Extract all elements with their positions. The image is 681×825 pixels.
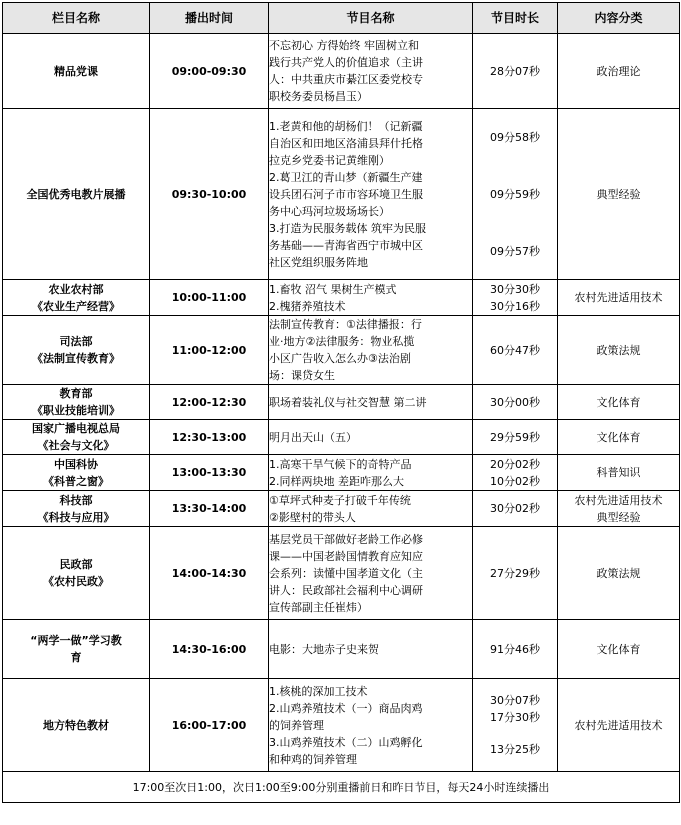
category-line: 文化体育 xyxy=(596,642,641,656)
category-line: 农村先进适用技术 xyxy=(574,291,663,304)
duration-line: 09分58秒 xyxy=(490,130,540,144)
duration-cell xyxy=(473,34,558,109)
program-line: 自治区和田地区洛浦县拜什托格 xyxy=(269,136,423,150)
program-name-cell xyxy=(269,491,473,527)
category-cell xyxy=(558,620,680,679)
column-line: 科技部 xyxy=(59,493,93,507)
column-line: 《农村民政》 xyxy=(43,575,109,588)
category-line: 文化体育 xyxy=(596,395,641,409)
program-line: 明月出天山（五） xyxy=(269,430,357,444)
column-line: 《科技与应用》 xyxy=(37,510,115,524)
program-line: 宣传部副主任崔炜） xyxy=(269,600,368,614)
program-line: 3.山鸡养殖技术（二）山鸡孵化 xyxy=(269,735,423,749)
duration-line: 30分30秒 xyxy=(490,282,540,296)
program-name-cell xyxy=(269,34,473,109)
air-time-cell: 09:30-10:00 xyxy=(150,109,269,280)
program-line: 2.同样两块地 差距咋那么大 xyxy=(269,474,404,488)
category-cell xyxy=(558,280,680,316)
program-name-cell xyxy=(269,527,473,620)
column-name-cell xyxy=(3,316,150,385)
program-name-cell xyxy=(269,280,473,316)
table-row xyxy=(3,491,680,527)
program-line: 人：中共重庆市綦江区委党校专 xyxy=(269,73,423,86)
column-line: 农业农村部 xyxy=(48,282,104,296)
program-line: 和种鸡的饲养管理 xyxy=(269,752,357,766)
column-name-cell xyxy=(3,109,150,280)
duration-cell xyxy=(473,491,558,527)
program-line: 讲人：民政部社会福利中心调研 xyxy=(269,583,423,597)
table-row xyxy=(3,679,680,772)
air-time-cell: 16:00-17:00 xyxy=(150,679,269,772)
table-row xyxy=(3,455,680,491)
program-line: 社区党组织服务阵地 xyxy=(269,255,368,269)
program-line: 2.葛卫江的青山梦（新疆生产建 xyxy=(269,170,423,184)
duration-line: 91分46秒 xyxy=(490,642,540,656)
table-row xyxy=(3,420,680,455)
air-time-cell: 13:30-14:00 xyxy=(150,491,269,527)
air-time-cell: 14:00-14:30 xyxy=(150,527,269,620)
program-line: 小区广告收入怎么办③法治剧 xyxy=(269,352,411,365)
program-line: 1.老黄和他的胡杨们！（记新疆 xyxy=(269,119,423,133)
table-row xyxy=(3,385,680,420)
program-name-cell xyxy=(269,385,473,420)
program-line: 1.核桃的深加工技术 xyxy=(269,684,368,698)
program-line: 会系列：读懂中国孝道文化（主 xyxy=(269,566,423,580)
column-name-cell xyxy=(3,455,150,491)
category-line: 政治理论 xyxy=(596,64,641,78)
column-name-cell xyxy=(3,679,150,772)
column-line: 《社会与文化》 xyxy=(37,439,115,452)
column-line: 《农业生产经营》 xyxy=(32,299,120,313)
header-row xyxy=(3,3,680,34)
air-time-cell: 10:00-11:00 xyxy=(150,280,269,316)
schedule-table xyxy=(2,2,680,803)
column-name-cell xyxy=(3,491,150,527)
program-line: 务中心玛河垃圾场场长） xyxy=(269,204,390,218)
column-line: 精品党课 xyxy=(54,64,98,78)
program-line: 的饲养管理 xyxy=(269,718,324,732)
column-line: 《法制宣传教育》 xyxy=(32,352,120,365)
category-line: 农村先进适用技术 xyxy=(574,493,663,507)
program-line: 课——中国老龄国情教育应知应 xyxy=(269,549,423,563)
program-line: 1.高寒干旱气候下的奇特产品 xyxy=(269,457,412,471)
program-line: 不忘初心 方得始终 牢固树立和 xyxy=(269,39,419,52)
program-line: 基层党员干部做好老龄工作必修 xyxy=(269,532,423,546)
category-line: 典型经验 xyxy=(596,187,641,201)
column-name-cell xyxy=(3,34,150,109)
air-time-cell: 14:30-16:00 xyxy=(150,620,269,679)
program-line: 拉克乡党委书记黄维刚） xyxy=(269,153,390,167)
duration-cell xyxy=(473,109,558,280)
duration-line: 30分07秒 xyxy=(490,694,540,707)
category-line: 文化体育 xyxy=(596,430,641,444)
program-line: 业·地方②法律服务：物业私揽 xyxy=(269,335,415,348)
program-line: 场：课贷女生 xyxy=(269,369,335,382)
category-line: 政策法规 xyxy=(596,566,641,580)
category-line: 政策法规 xyxy=(596,343,641,357)
air-time-cell: 12:00-12:30 xyxy=(150,385,269,420)
table-row xyxy=(3,109,680,280)
column-name-cell xyxy=(3,620,150,679)
duration-cell xyxy=(473,385,558,420)
program-line: 电影：大地赤子史来贺 xyxy=(269,642,379,656)
duration-line: 28分07秒 xyxy=(490,64,540,78)
program-line: 2.槐猪养殖技术 xyxy=(269,299,346,313)
duration-line: 30分00秒 xyxy=(490,395,540,409)
duration-line: 10分02秒 xyxy=(490,474,540,488)
duration-line: 30分16秒 xyxy=(490,299,540,313)
duration-line: 60分47秒 xyxy=(490,343,540,357)
category-line: 科普知识 xyxy=(596,466,641,479)
duration-line: 30分02秒 xyxy=(490,502,540,515)
table-row xyxy=(3,34,680,109)
header-air-time: 播出时间 xyxy=(150,3,269,34)
column-line: 《科普之窗》 xyxy=(43,474,109,488)
duration-line: 17分30秒 xyxy=(490,711,540,724)
header-program-name: 节目名称 xyxy=(269,3,473,34)
column-line: 《职业技能培训》 xyxy=(32,404,120,417)
duration-line: 29分59秒 xyxy=(490,430,540,444)
category-cell xyxy=(558,455,680,491)
footer-row xyxy=(3,772,680,803)
column-name-cell xyxy=(3,385,150,420)
header-category: 内容分类 xyxy=(558,3,680,34)
program-line: 2.山鸡养殖技术（一）商品肉鸡 xyxy=(269,701,423,715)
category-cell xyxy=(558,491,680,527)
program-line: ①草坪式种麦子打破千年传统 xyxy=(269,493,411,507)
program-name-cell xyxy=(269,679,473,772)
air-time-cell: 11:00-12:00 xyxy=(150,316,269,385)
column-name-cell xyxy=(3,280,150,316)
column-line: 中国科协 xyxy=(54,457,98,471)
table-row xyxy=(3,527,680,620)
program-line: 设兵团石河子市市容环境卫生服 xyxy=(269,187,423,201)
category-cell xyxy=(558,527,680,620)
column-line: 地方特色教材 xyxy=(43,718,109,732)
program-line: 职校务委员杨昌玉） xyxy=(269,90,368,103)
program-name-cell xyxy=(269,420,473,455)
column-line: 司法部 xyxy=(59,335,93,348)
column-line: “两学一做”学习教 xyxy=(30,634,122,647)
duration-line: 27分29秒 xyxy=(490,566,540,580)
duration-line: 09分59秒 xyxy=(490,187,540,201)
duration-cell xyxy=(473,527,558,620)
air-time-cell: 09:00-09:30 xyxy=(150,34,269,109)
program-name-cell xyxy=(269,109,473,280)
program-line: 职场着装礼仪与社交智慧 第二讲 xyxy=(269,395,427,409)
program-name-cell xyxy=(269,316,473,385)
column-line: 民政部 xyxy=(59,558,93,571)
column-line: 育 xyxy=(70,651,82,664)
duration-cell xyxy=(473,455,558,491)
table-row xyxy=(3,280,680,316)
program-name-cell xyxy=(269,455,473,491)
column-name-cell xyxy=(3,420,150,455)
program-line: 践行共产党人的价值追求（主讲 xyxy=(269,56,423,69)
program-line: 法制宣传教育：①法律播报：行 xyxy=(269,318,422,331)
air-time-cell: 12:30-13:00 xyxy=(150,420,269,455)
duration-cell xyxy=(473,280,558,316)
program-line: 务基础——青海省西宁市城中区 xyxy=(269,238,423,252)
category-line: 典型经验 xyxy=(596,510,641,524)
duration-cell xyxy=(473,316,558,385)
duration-line: 20分02秒 xyxy=(490,457,540,471)
table-row xyxy=(3,316,680,385)
duration-line: 09分57秒 xyxy=(490,244,540,258)
air-time-cell: 13:00-13:30 xyxy=(150,455,269,491)
column-name-cell xyxy=(3,527,150,620)
program-line: ②影壁村的带头人 xyxy=(269,510,356,524)
program-line: 3.打造为民服务载体 筑牢为民服 xyxy=(269,221,426,235)
duration-line: 13分25秒 xyxy=(490,743,540,756)
duration-cell xyxy=(473,420,558,455)
header-column-name: 栏目名称 xyxy=(3,3,150,34)
column-line: 全国优秀电教片展播 xyxy=(26,187,126,201)
category-cell xyxy=(558,316,680,385)
table-row xyxy=(3,620,680,679)
header-duration: 节目时长 xyxy=(473,3,558,34)
program-line: 1.畜牧 沼气 果树生产模式 xyxy=(269,282,397,296)
category-cell xyxy=(558,34,680,109)
category-cell xyxy=(558,420,680,455)
duration-cell xyxy=(473,620,558,679)
footer-note: 17:00至次日1:00，次日1:00至9:00分别重播前日和昨日节目，每天24小时连续播出 xyxy=(3,772,680,803)
category-line: 农村先进适用技术 xyxy=(574,718,663,732)
category-cell xyxy=(558,109,680,280)
duration-cell xyxy=(473,679,558,772)
category-cell xyxy=(558,385,680,420)
program-name-cell xyxy=(269,620,473,679)
column-line: 国家广播电视总局 xyxy=(32,422,120,435)
category-cell xyxy=(558,679,680,772)
column-line: 教育部 xyxy=(59,387,93,400)
